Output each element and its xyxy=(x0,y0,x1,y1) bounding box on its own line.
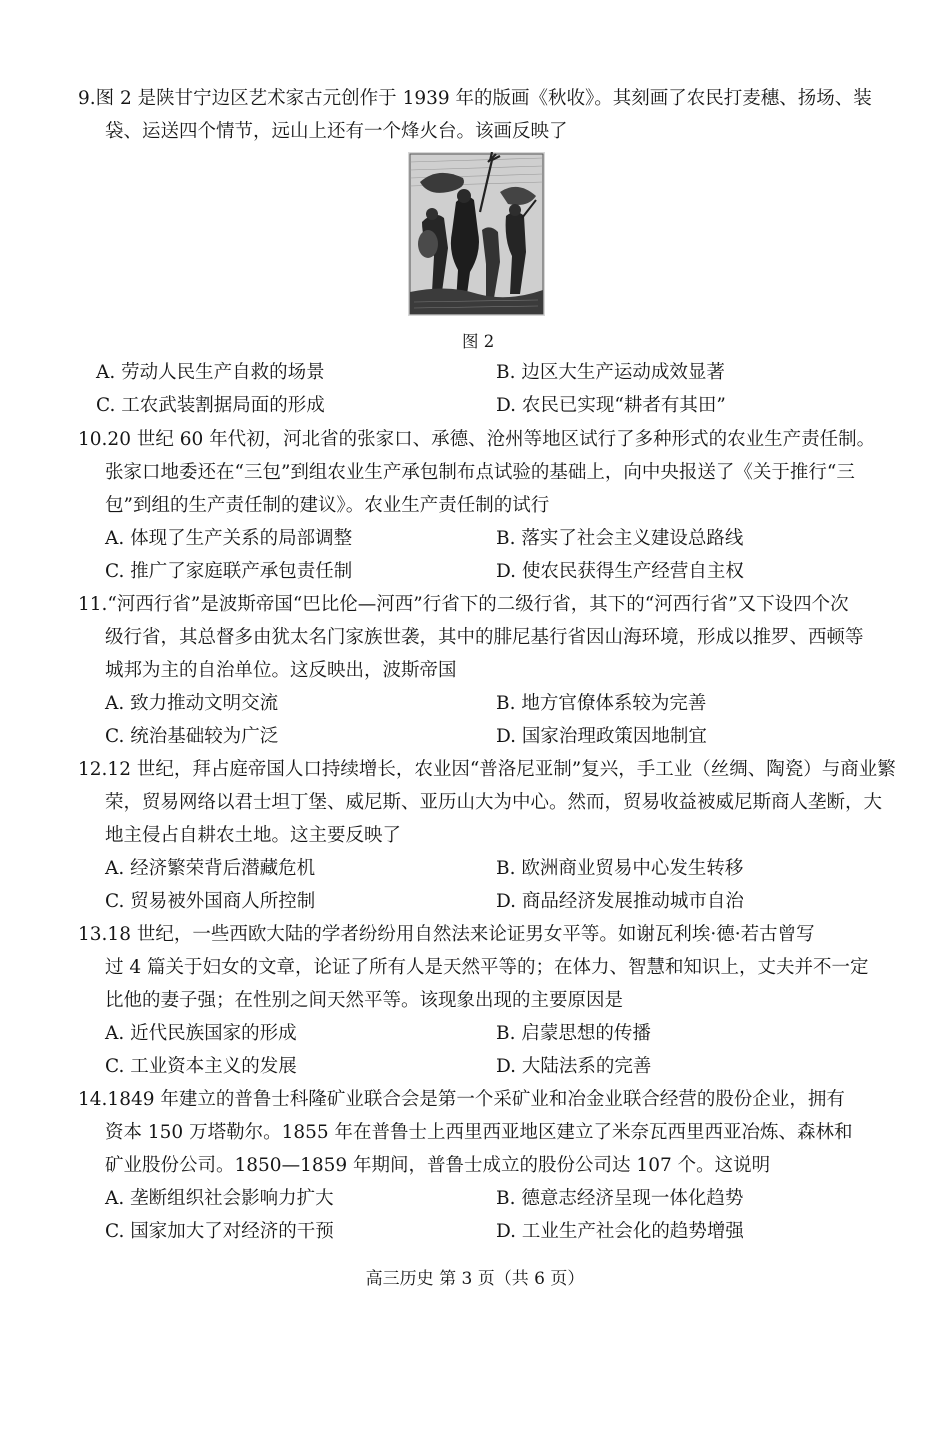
q13-stem-line-3: 比他的妻子强；在性别之间天然平等。该现象出现的主要原因是 xyxy=(105,990,624,1011)
q10-option-b[interactable]: B. 落实了社会主义建设总路线 xyxy=(496,528,744,549)
q12-option-d[interactable]: D. 商品经济发展推动城市自治 xyxy=(496,891,744,912)
page-footer: 高三历史 第 3 页（共 6 页） xyxy=(365,1269,585,1289)
q10-option-d[interactable]: D. 使农民获得生产经营自主权 xyxy=(496,561,744,582)
q13-option-c[interactable]: C. 工业资本主义的发展 xyxy=(105,1056,297,1077)
q13-stem-line-1: 13.18 世纪，一些西欧大陆的学者纷纷用自然法来论证男女平等。如谢瓦利埃·德·若古曾写 xyxy=(78,924,815,945)
q9-option-c[interactable]: C. 工农武装割据局面的形成 xyxy=(96,395,325,416)
q9-option-d[interactable]: D. 农民已实现“耕者有其田” xyxy=(496,395,726,416)
q10-option-c[interactable]: C. 推广了家庭联产承包责任制 xyxy=(105,561,353,582)
q9-option-b[interactable]: B. 边区大生产运动成效显著 xyxy=(496,362,725,383)
q12-option-b[interactable]: B. 欧洲商业贸易中心发生转移 xyxy=(496,858,744,879)
q11-stem-line-1: 11.“河西行省”是波斯帝国“巴比伦—河西”行省下的二级行省，其下的“河西行省”又下设四个次 xyxy=(78,594,849,615)
q13-option-a[interactable]: A. 近代民族国家的形成 xyxy=(105,1023,297,1044)
q12-option-a[interactable]: A. 经济繁荣背后潜藏危机 xyxy=(105,858,316,879)
q12-stem-line-1: 12.12 世纪，拜占庭帝国人口持续增长，农业因“普洛尼亚制”复兴，手工业（丝绸、陶瓷）与商业繁 xyxy=(78,759,896,780)
q10-stem-line-2: 张家口地委还在“三包”到组农业生产承包制布点试验的基础上，向中央报送了《关于推行“三 xyxy=(105,462,855,483)
q14-option-c[interactable]: C. 国家加大了对经济的干预 xyxy=(105,1221,334,1242)
q10-stem-line-3: 包”到组的生产责任制的建议》。农业生产责任制的试行 xyxy=(105,495,550,516)
q11-option-d[interactable]: D. 国家治理政策因地制宜 xyxy=(496,726,707,747)
q11-stem-line-2: 级行省，其总督多由犹太名门家族世袭，其中的腓尼基行省因山海环境，形成以推罗、西顿等 xyxy=(105,627,864,648)
q9-option-a[interactable]: A. 劳动人民生产自救的场景 xyxy=(96,362,325,383)
q13-option-d[interactable]: D. 大陆法系的完善 xyxy=(496,1056,652,1077)
figure-caption: 图 2 xyxy=(462,332,495,351)
q9-stem-line-1: 9.图 2 是陕甘宁边区艺术家古元创作于 1939 年的版画《秋收》。其刻画了农民打麦穗、扬场、装 xyxy=(78,88,872,109)
q12-option-c[interactable]: C. 贸易被外国商人所控制 xyxy=(105,891,316,912)
q10-option-a[interactable]: A. 体现了生产关系的局部调整 xyxy=(105,528,353,549)
q9-stem-line-2: 袋、运送四个情节，远山上还有一个烽火台。该画反映了 xyxy=(105,121,568,142)
q10-stem-line-1: 10.20 世纪 60 年代初，河北省的张家口、承德、沧州等地区试行了多种形式的农业生产责任制。 xyxy=(78,429,876,450)
q11-option-c[interactable]: C. 统治基础较为广泛 xyxy=(105,726,279,747)
q11-option-b[interactable]: B. 地方官僚体系较为完善 xyxy=(496,693,707,714)
q11-stem-line-3: 城邦为主的自治单位。这反映出，波斯帝国 xyxy=(105,660,457,681)
q14-stem-line-2: 资本 150 万塔勒尔。1855 年在普鲁士上西里西亚地区建立了米奈瓦西里西亚冶炼、森林和 xyxy=(105,1122,853,1143)
q14-option-a[interactable]: A. 垄断组织社会影响力扩大 xyxy=(105,1188,334,1209)
q13-option-b[interactable]: B. 启蒙思想的传播 xyxy=(496,1023,651,1044)
q14-option-d[interactable]: D. 工业生产社会化的趋势增强 xyxy=(496,1221,744,1242)
q12-stem-line-3: 地主侵占自耕农土地。这主要反映了 xyxy=(105,825,402,846)
q14-option-b[interactable]: B. 德意志经济呈现一体化趋势 xyxy=(496,1188,744,1209)
q14-stem-line-1: 14.1849 年建立的普鲁士科隆矿业联合会是第一个采矿业和冶金业联合经营的股份企业，拥有 xyxy=(78,1089,845,1110)
q13-stem-line-2: 过 4 篇关于妇女的文章，论证了所有人是天然平等的；在体力、智慧和知识上，丈夫并不一定 xyxy=(105,957,869,978)
q14-stem-line-3: 矿业股份公司。1850—1859 年期间，普鲁士成立的股份公司达 107 个。这说明 xyxy=(105,1155,771,1176)
woodcut-autumn-harvest-image xyxy=(408,152,545,316)
q11-option-a[interactable]: A. 致力推动文明交流 xyxy=(105,693,279,714)
q12-stem-line-2: 荣，贸易网络以君士坦丁堡、威尼斯、亚历山大为中心。然而，贸易收益被威尼斯商人垄断，大 xyxy=(105,792,883,813)
